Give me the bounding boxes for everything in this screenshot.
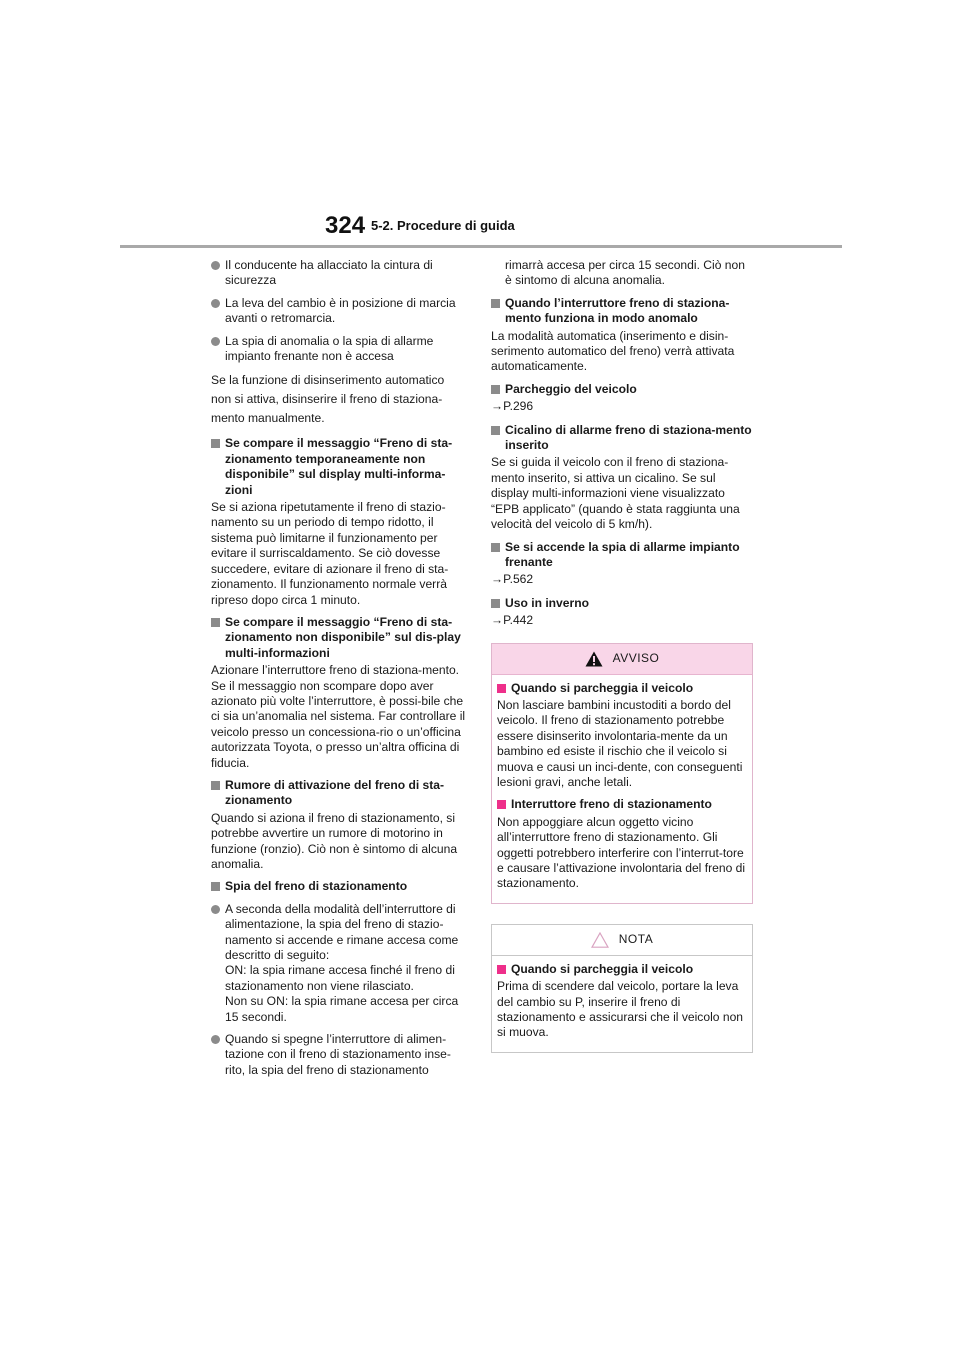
note-heading: Quando si parcheggia il veicolo (497, 962, 747, 977)
note-box-body (492, 956, 752, 1052)
right-column (491, 258, 753, 1053)
warning-box-body (492, 675, 752, 903)
paragraph: Se si guida il veicolo con il freno di staziona-mento inserito, si attiva un cicalino. Se sul display multi-informazioni viene visualizzato “EPB applicato” (quando è stata raggiunta una velocità del veicolo di 5 km/h). (491, 455, 740, 532)
heading-square-icon (491, 599, 500, 608)
heading-square-icon (491, 299, 500, 308)
list-item: La leva del cambio è in posizione di marcia avanti o retromarcia. (211, 296, 467, 327)
section-heading: Se si accende la spia di allarme impianto frenante (491, 540, 753, 571)
section-heading: Se compare il messaggio “Freno di sta-zionamento temporaneamente non disponibile” sul display multi-informa-zioni (211, 436, 467, 498)
warning-heading: Quando si parcheggia il veicolo (497, 681, 747, 696)
note-paragraph: Prima di scendere dal veicolo, portare la leva del cambio su P, inserire il freno di stazionamento e assicurarsi che il veicolo non si muova. (497, 979, 744, 1040)
list-item: La spia di anomalia o la spia di allarme impianto frenante non è accesa (211, 334, 467, 365)
section-heading: Se compare il messaggio “Freno di sta-zionamento non disponibile” sul dis-play multi-informazioni (211, 615, 467, 661)
left-column (211, 258, 467, 1085)
paragraph: La modalità automatica (inserimento e disin-serimento automatico del freno) verrà attivata automaticamente. (491, 328, 735, 374)
paragraph-line: non si attiva, disinserire il freno di staziona- (211, 392, 443, 407)
section-heading: Quando l’interruttore freno di staziona-mento funziona in modo anomalo (491, 296, 753, 327)
warning-paragraph: Non appoggiare alcun oggetto vicino all’interruttore freno di stazionamento. Gli oggetti potrebbero interferire con l’interrut-tore e causare l’attivazione involontaria del freno di stazionamento. (497, 814, 746, 891)
paragraph: Se si aziona ripetutamente il freno di stazio-namento su un periodo di tempo ridotto, il sistema può limitarne il funzionamento per evitare il surriscaldamento. Se ciò dovesse succedere, evitare di azionare il freno di sta-zionamento. Il funzionamento normale verrà ripreso dopo circa 1 minuto. (211, 500, 449, 607)
section-title: 5-2. Procedure di guida (371, 218, 515, 233)
bullet-dot-icon (211, 1035, 220, 1044)
page-reference: →P.562 (491, 572, 534, 587)
heading-square-icon (211, 439, 220, 448)
bullet-dot-icon (211, 299, 220, 308)
bullet-dot-icon (211, 261, 220, 270)
warning-paragraph: Non lasciare bambini incustoditi a bordo del veicolo. Il freno di stazionamento potrebbe essere disinserito involontaria-mente da un bambino ed esiste il rischio che il veicolo si muova e causi un inci-dente, con conseguenti lesioni gravi, anche letali. (497, 697, 743, 789)
section-heading: Rumore di attivazione del freno di sta-zionamento (211, 778, 467, 809)
warning-triangle-icon (585, 651, 603, 667)
bullet-dot-icon (211, 337, 220, 346)
warning-heading: Interruttore freno di stazionamento (497, 797, 747, 812)
page-reference: →P.296 (491, 399, 534, 414)
note-box (491, 924, 753, 1053)
heading-square-icon (497, 965, 506, 974)
paragraph: rimarrà accesa per circa 15 secondi. Ciò non è sintomo di alcuna anomalia. (505, 258, 745, 288)
note-box-title: NOTA (618, 932, 654, 947)
warning-box-header (492, 644, 752, 675)
paragraph: Azionare l’interruttore freno di staziona-mento. Se il messaggio non scompare dopo aver azionato più volte l’interruttore, è possi-bile che ci sia un’anomalia nel sistema. Far controllare il veicolo presso un concessiona-rio o un’officina autorizzata Toyota, o presso un’altra officina di fiducia. (211, 663, 466, 770)
list-item: Il conducente ha allacciato la cintura di sicurezza (211, 258, 467, 289)
caution-triangle-icon (591, 932, 609, 948)
section-heading: Spia del freno di stazionamento (211, 879, 467, 894)
section-heading: Uso in inverno (491, 596, 753, 611)
heading-square-icon (497, 684, 506, 693)
header-divider (120, 245, 842, 248)
warning-box (491, 643, 753, 904)
heading-square-icon (211, 618, 220, 627)
paragraph: Quando si aziona il freno di stazionamento, si potrebbe avvertire un rumore di motorino in funzione (ronzio). Ciò non è sintomo di alcuna anomalia. (211, 810, 458, 871)
heading-square-icon (491, 426, 500, 435)
heading-square-icon (497, 800, 506, 809)
page-number: 324 (325, 212, 366, 239)
heading-square-icon (211, 781, 220, 790)
paragraph-line: mento manualmente. (211, 411, 325, 426)
paragraph-line: Se la funzione di disinserimento automatico (211, 373, 445, 388)
heading-square-icon (491, 385, 500, 394)
section-heading: Parcheggio del veicolo (491, 382, 753, 397)
bullet-dot-icon (211, 905, 220, 914)
warning-box-title: AVVISO (612, 650, 660, 665)
heading-square-icon (211, 882, 220, 891)
list-item: Quando si spegne l’interruttore di alimen-tazione con il freno di stazionamento inse-rito, la spia del freno di stazionamento (211, 1032, 467, 1078)
note-box-header (492, 925, 752, 956)
heading-square-icon (491, 543, 500, 552)
page-reference: →P.442 (491, 613, 534, 628)
section-heading: Cicalino di allarme freno di staziona-mento inserito (491, 423, 753, 454)
list-item: A seconda della modalità dell’interruttore di alimentazione, la spia del freno di stazio-namento si accende e rimane accesa come descritto di seguito: ON: la spia rimane accesa finché il freno di stazionamento non viene rilasciato. Non su ON: la spia rimane accesa per circa 15 secondi. (211, 902, 467, 1025)
